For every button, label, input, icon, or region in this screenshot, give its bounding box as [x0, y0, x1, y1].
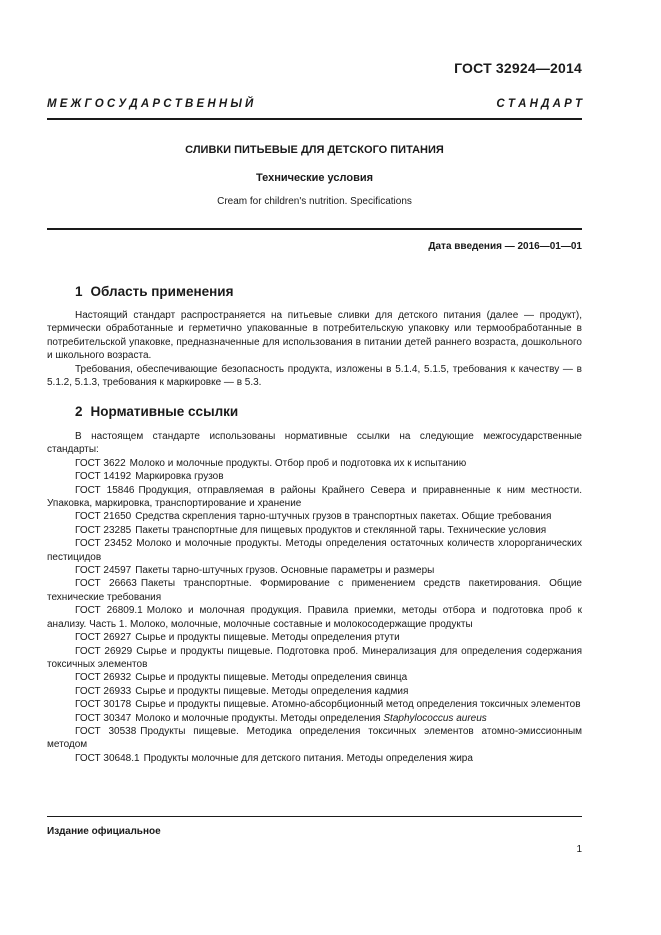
section-2-heading [75, 404, 238, 419]
footer-rule [47, 816, 582, 817]
reference-item [47, 510, 582, 523]
introduction-date: Дата введения — 2016—01—01 [428, 241, 582, 252]
reference-item [47, 752, 582, 765]
paragraph: Настоящий стандарт распространяется на питьевые сливки для детского питания (далее — продукт), термически обработанные и герметично упакованные в потребительскую упаковку или термообработанные в потребительской упаковке, предназначенные для использования в питании детей раннего возраста, дошкольного и школьного возраста. [47, 310, 582, 362]
reference-code: ГОСТ 23452 [75, 538, 133, 550]
reference-code: ГОСТ 14192 [75, 471, 132, 483]
reference-item [47, 577, 582, 604]
reference-item [47, 457, 582, 470]
official-edition-label: Издание официальное [47, 826, 161, 837]
reference-code: ГОСТ 24597 [75, 565, 132, 577]
reference-title: Продукция, отправляемая в районы Крайнего Севера и приравненные к ним местности. Упаковка, маркировка, транспортирование и хранение [47, 484, 582, 510]
reference-title: Пакеты транспортные для пищевых продуктов и стеклянной тары. Технические условия [135, 524, 547, 536]
reference-title: Продукты пищевые. Методика определения токсичных элементов атомно-эмиссионным методом [47, 725, 583, 751]
reference-title: Сырье и продукты пищевые. Подготовка проб. Минерализация для определения содержания токсичных элементов [47, 645, 582, 670]
reference-italic-term: Staphylococcus aureus [383, 712, 487, 724]
reference-code: ГОСТ 26929 [75, 645, 133, 657]
reference-code: ГОСТ 21650 [75, 511, 132, 523]
reference-title: Пакеты транспортные. Формирование с применением средств пакетирования. Общие технические требования [47, 578, 582, 603]
reference-code: ГОСТ 23285 [75, 524, 132, 536]
paragraph: В настоящем стандарте использованы нормативные ссылки на следующие межгосударственные стандарты: [47, 431, 582, 456]
interstate-standard-banner [47, 98, 582, 110]
reference-item [47, 671, 582, 684]
document-code: ГОСТ 32924—2014 [454, 60, 582, 76]
reference-code: ГОСТ 30178 [75, 699, 132, 711]
reference-title: Молоко и молочные продукты. Отбор проб и подготовка их к испытанию [129, 457, 467, 469]
reference-item [47, 537, 582, 564]
reference-title: Пакеты тарно-штучных грузов. Основные параметры и размеры [135, 565, 435, 577]
reference-title: Маркировка грузов [135, 471, 224, 483]
reference-item [47, 645, 582, 672]
reference-code: ГОСТ 30538 [75, 725, 137, 737]
reference-item [47, 470, 582, 483]
section-2-body [47, 430, 582, 765]
reference-code: ГОСТ 26663 [75, 578, 137, 590]
section-number: 2 [75, 404, 83, 419]
section-1-heading [75, 284, 233, 299]
reference-title: Сырье и продукты пищевые. Методы определения свинца [135, 672, 408, 684]
section-title: Нормативные ссылки [90, 404, 239, 419]
reference-code: ГОСТ 26927 [75, 632, 132, 644]
section-title: Область применения [90, 284, 234, 299]
reference-title: Сырье и продукты пищевые. Методы определения кадмия [135, 685, 409, 697]
reference-item [47, 524, 582, 537]
reference-item [47, 712, 582, 725]
standard-word: С Т А Н Д А Р Т [496, 98, 582, 110]
reference-title: Сырье и продукты пищевые. Методы определения ртути [135, 632, 400, 644]
reference-code: ГОСТ 26933 [75, 685, 132, 697]
reference-code: ГОСТ 30347 [75, 712, 132, 724]
reference-item [47, 685, 582, 698]
page-number: 1 [576, 844, 582, 855]
document-subtitle: Технические условия [255, 172, 374, 184]
reference-title: Молоко и молочные продукты. Методы определения [135, 712, 381, 724]
reference-item [47, 631, 582, 644]
header-rule [47, 118, 582, 120]
english-title: Cream for children's nutrition. Specifications [217, 196, 412, 207]
reference-item [47, 564, 582, 577]
reference-title: Сырье и продукты пищевые. Атомно-абсорбционный метод определения токсичных элементов [135, 699, 581, 711]
reference-item [47, 484, 582, 511]
document-title: СЛИВКИ ПИТЬЕВЫЕ ДЛЯ ДЕТСКОГО ПИТАНИЯ [185, 144, 444, 156]
reference-code: ГОСТ 26809.1 [75, 605, 143, 617]
reference-code: ГОСТ 15846 [75, 484, 135, 496]
reference-title: Молоко и молочные продукты. Методы определения остаточных количеств хлорорганических пестицидов [47, 538, 583, 563]
title-rule [47, 228, 582, 230]
reference-code: ГОСТ 3622 [75, 457, 126, 469]
paragraph: Требования, обеспечивающие безопасность продукта, изложены в 5.1.4, 5.1.5, требования к качеству — в 5.1.2, 5.1.3, требования к маркировке — в 5.3. [47, 363, 582, 389]
reference-code: ГОСТ 30648.1 [75, 752, 140, 764]
section-1-body [47, 309, 582, 389]
section-number: 1 [75, 284, 83, 299]
reference-item [47, 604, 582, 631]
reference-title: Продукты молочные для детского питания. Методы определения жира [143, 752, 473, 764]
reference-title: Молоко и молочная продукция. Правила приемки, методы отбора и подготовка проб к анализу. Часть 1. Молоко, молочные, молочные составные и молокосодержащие продукты [47, 605, 582, 630]
reference-item [47, 725, 582, 752]
interstate-word: М Е Ж Г О С У Д А Р С Т В Е Н Н Ы Й [47, 98, 254, 110]
reference-title: Средства скрепления тарно-штучных грузов в транспортных пакетах. Общие требования [135, 511, 552, 523]
references-list [47, 457, 582, 765]
reference-item [47, 698, 582, 711]
reference-code: ГОСТ 26932 [75, 672, 132, 684]
